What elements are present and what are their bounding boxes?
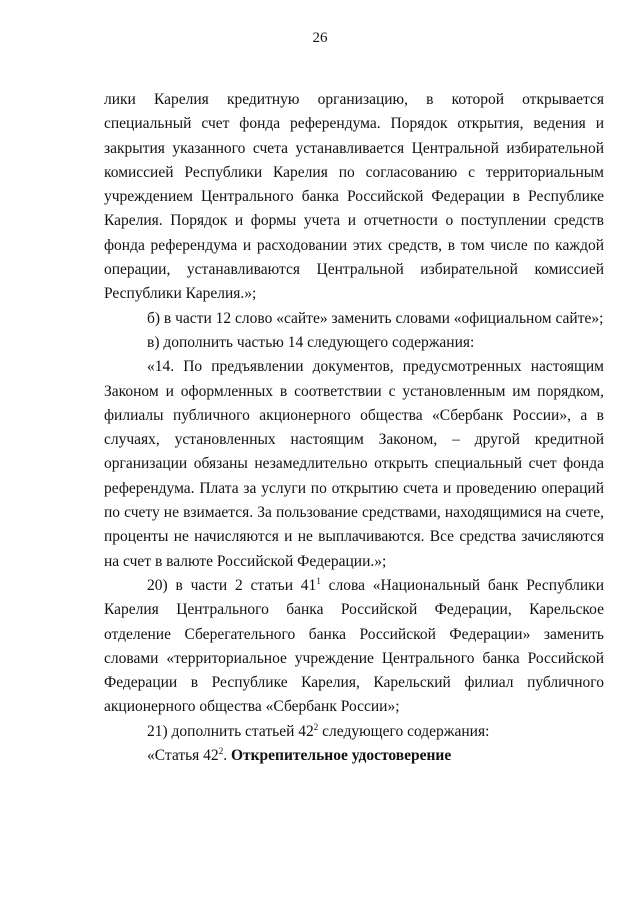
item-21-text-end: следующего содержания: xyxy=(318,722,490,740)
article-heading xyxy=(104,744,604,768)
article-separator: . xyxy=(223,747,231,765)
item-21-superscript: 2 xyxy=(313,721,319,732)
item-20-text-start: 20) в части 2 статьи 41 xyxy=(147,576,317,594)
paragraph-item-v: в) дополнить частью 14 следующего содержания: xyxy=(147,333,475,351)
paragraph-item-b: б) в части 12 слово «сайте» заменить словами «официальном сайте»; xyxy=(147,309,604,327)
article-label: «Статья 42 xyxy=(147,747,219,765)
item-20-superscript: 1 xyxy=(316,575,321,586)
item-21-text-start: 21) дополнить статьей 42 xyxy=(147,722,314,740)
article-superscript: 2 xyxy=(218,746,224,757)
document-body xyxy=(104,88,604,768)
paragraph-part-14: «14. По предъявлении документов, предусмотренных настоящим Законом и оформленных в соответствии с установленным им порядком, филиалы публичного акционерного общества «Сбербанк России», а в случаях, установленных настоящим Законом, – другой кредитной организации обязаны незамедлительно открыть специальный счет фонда референдума. Плата за услуги по открытию счета и проведению операций по счету не взимается. За пользование средствами, находящимися на счете, проценты не начисляются и не выплачиваются. Все средства зачисляются на счет в валюте Российской Федерации.»; xyxy=(104,358,604,570)
paragraph-item-20 xyxy=(104,574,604,720)
paragraph-item-21 xyxy=(104,720,604,744)
paragraph-continuation: лики Карелия кредитную организацию, в которой открывается специальный счет фонда референдума. Порядок открытия, ведения и закрытия указанного счета устанавливается Центральной избирательной комиссией Республики Карелия по согласованию с территориальным учреждением Центрального банка Российской Федерации в Республике Карелия. Порядок и формы учета и отчетности о поступлении средств фонда референдума и расходовании этих средств, в том числе по каждой операции, устанавливаются Центральной избирательной комиссией Республики Карелия.»; xyxy=(104,91,604,303)
article-title: Открепительное удостоверение xyxy=(230,747,452,765)
page-number: 26 xyxy=(312,30,328,46)
item-20-text-end: слова «Национальный банк Республики Карелия Центрального банка Российской Федерации, Карельское отделение Сберегательного банка Российской Федерации» заменить словами «территориальное учреждение Центрального банка Российской Федерации в Республике Карелия, Карельский филиал публичного акционерного общества «Сбербанк России»; xyxy=(104,576,604,716)
